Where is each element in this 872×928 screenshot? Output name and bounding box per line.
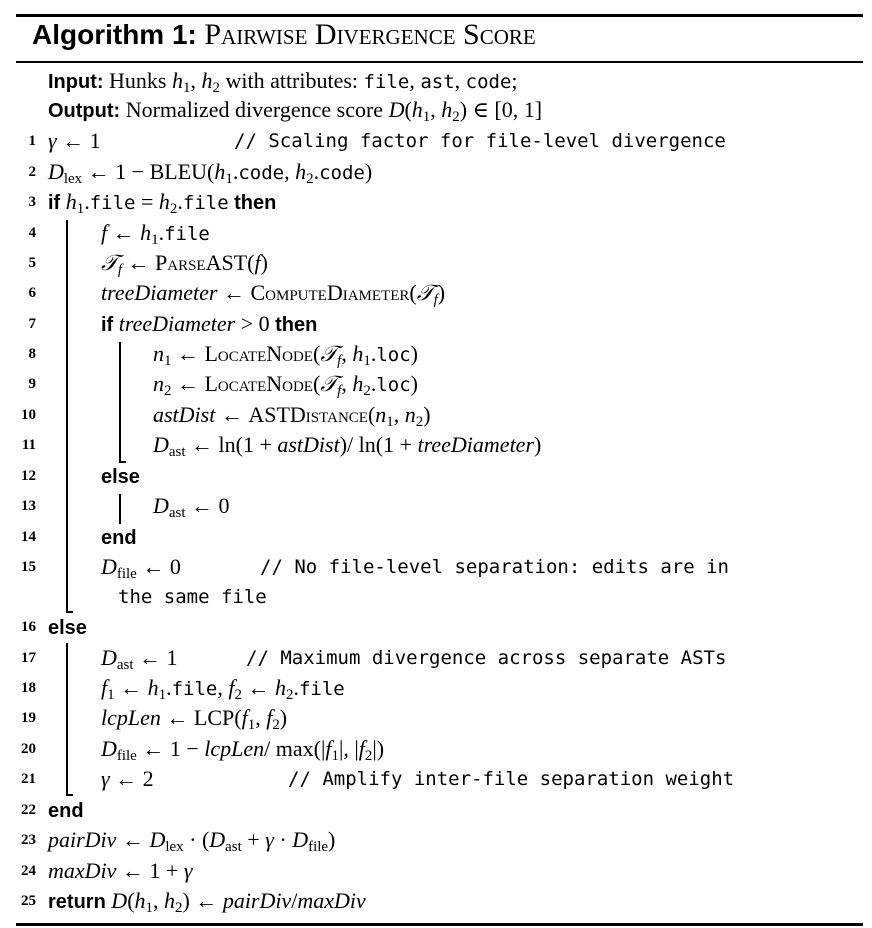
algorithm-line-19: [0, 703, 870, 733]
algorithm-line-24: [0, 856, 870, 886]
if-block-guide: [66, 220, 68, 613]
line-code: γ ← 2: [101, 766, 154, 791]
line-number: 9: [28, 376, 36, 392]
algorithm-line-21: [0, 764, 870, 794]
line-number: 11: [21, 437, 36, 453]
else-block-guide: [66, 643, 68, 796]
line-code: $n_2$ ← LocateNode(𝒯$_f$, $h_2.loc$): [153, 371, 418, 399]
algorithm-line-5: [0, 248, 870, 278]
line-code: end: [48, 800, 84, 822]
line-number: 14: [21, 529, 36, 545]
line-number: 8: [28, 346, 36, 362]
algorithm-line-25: [0, 886, 870, 916]
algorithm-line-8: [0, 339, 870, 369]
algorithm-line-1: [0, 126, 870, 156]
line-code: astDist ← $ASTDistance(n_1$, $n_2$): [153, 402, 431, 430]
algorithm-line-4: [0, 218, 870, 248]
algorithm-name: Pairwise Divergence Score: [204, 18, 536, 51]
top-rule: [16, 14, 863, 17]
line-number: 5: [28, 255, 36, 271]
line-code: f ← $h_1.file$: [101, 220, 210, 248]
algorithm-line-13: [0, 491, 870, 521]
algorithm-line-7: [0, 309, 870, 339]
algorithm-title: [32, 18, 536, 52]
line-code: $f_1$ ← $h_1.file$, $f_2$ ← $h_2.file$: [101, 675, 345, 703]
line-comment: // Amplify inter-file separation weight: [288, 768, 735, 790]
line-code: $D_{file}$ ← 1 − lcpLen/ $\max(|f_1|$, $|f_2|$): [101, 736, 385, 764]
line-number: 17: [21, 650, 36, 666]
line-number: 6: [28, 285, 36, 301]
if-block-guide-end: [66, 611, 73, 613]
line-code: if treeDiameter > 0 then: [101, 311, 318, 336]
line-code: else: [101, 466, 140, 488]
line-number: 10: [21, 407, 36, 423]
line-comment: // No file-level separation: edits are in: [260, 556, 729, 578]
line-number: 20: [21, 741, 36, 757]
line-code: end: [101, 527, 137, 549]
line-code: $n_1$ ← LocateNode(𝒯$_f$, $h_1.loc$): [153, 341, 418, 369]
line-code: $D_{lex}$ ← $1 - BLEU(h_1.code$, $h_2.code$): [48, 159, 373, 187]
line-code: 𝒯$_f$ ← ParseAST(f): [101, 250, 268, 278]
line-number: 4: [28, 225, 36, 241]
title-rule: [16, 61, 863, 63]
inner-if-block-guide-end: [119, 461, 126, 463]
line-code: lcpLen ← $LCP(f_1$, $f_2$): [101, 705, 288, 733]
algorithm-line-9: [0, 369, 870, 399]
line-number: 15: [21, 559, 36, 575]
algorithm-line-16: [0, 612, 870, 642]
line-code: treeDiameter ← ComputeDiameter(𝒯$_f$): [101, 280, 446, 308]
algorithm-line-14: [0, 522, 870, 552]
algorithm-line-3: [0, 187, 870, 217]
line-comment: // Scaling factor for file-level divergence: [234, 130, 726, 152]
line-number: 19: [21, 710, 36, 726]
line-code: $D_{ast}$ ← ln(1 + astDist)/ ln(1 + treeDiameter): [153, 432, 542, 460]
line-code: else: [48, 617, 87, 639]
input-line: [48, 66, 518, 96]
input-label: Input:: [48, 71, 104, 93]
algorithm-line-17: [0, 643, 870, 673]
output-text: Normalized divergence score $D(h_1$, $h_2$) ∈ [0, 1]: [125, 97, 543, 125]
algorithm-line-11: [0, 430, 870, 460]
line-number: 24: [21, 863, 36, 879]
output-label: Output:: [48, 100, 121, 122]
algorithm-label: Algorithm 1:: [32, 19, 197, 50]
line-comment-continued: the same file: [118, 586, 267, 608]
line-number: 3: [28, 194, 36, 210]
line-number: 23: [21, 832, 36, 848]
line-number: 7: [28, 316, 36, 332]
line-code: if $h_1.file$ = $h_2.file$ then: [48, 189, 277, 217]
input-text: Hunks $h_1$, $h_2$ with attributes: file, ast, code;: [109, 68, 518, 96]
line-code: pairDiv ← $D_{lex} \cdot (D_{ast} + \gamma \cdot D_{file})$: [48, 827, 336, 855]
line-code: $D_{ast}$ ← 1: [101, 645, 178, 673]
line-number: 12: [21, 468, 36, 484]
line-comment: // Maximum divergence across separate ASTs: [246, 647, 727, 669]
inner-if-block-guide: [119, 342, 121, 463]
line-code: maxDiv ← 1 + γ: [48, 858, 193, 883]
line-code: return $D(h_1$, $h_2$) ← pairDiv/maxDiv: [48, 888, 366, 916]
line-number: 21: [21, 771, 36, 787]
algorithm-line-6: [0, 278, 870, 308]
else-inner-block-guide: [119, 494, 121, 524]
line-number: 25: [21, 893, 36, 909]
output-line: [48, 95, 542, 125]
algorithm-line-15: [0, 552, 870, 582]
algorithm-line-20: [0, 734, 870, 764]
line-number: 18: [21, 680, 36, 696]
algorithm-line-18: [0, 673, 870, 703]
algorithm-line-23: [0, 825, 870, 855]
line-number: 13: [21, 498, 36, 514]
line-code: γ ← 1: [48, 128, 101, 153]
line-code: $D_{file}$ ← 0: [101, 554, 181, 582]
algorithm-line-12: [0, 461, 870, 491]
line-number: 1: [28, 133, 36, 149]
algorithm-line-10: [0, 400, 870, 430]
line-number: 16: [21, 619, 36, 635]
algorithm-line-2: [0, 157, 870, 187]
line-code: $D_{ast}$ ← 0: [153, 493, 230, 521]
line-number: 2: [28, 164, 36, 180]
bottom-rule: [16, 923, 863, 926]
else-block-guide-end: [66, 794, 73, 796]
line-number: 22: [21, 802, 36, 818]
algorithm-line-22: [0, 795, 870, 825]
